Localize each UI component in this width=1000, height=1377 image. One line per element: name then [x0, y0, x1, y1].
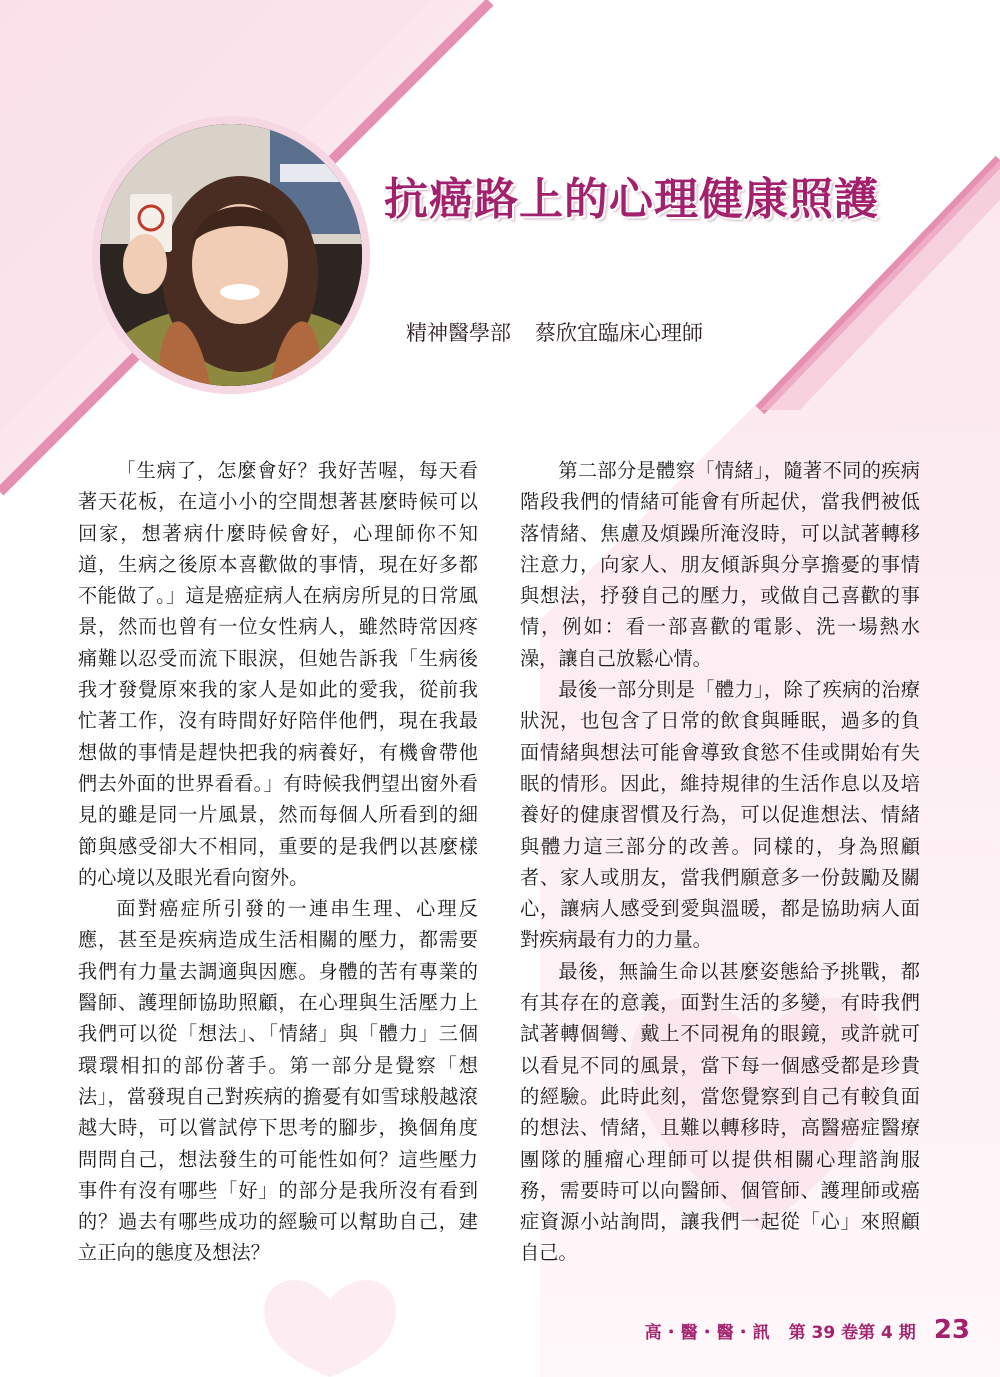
portrait-photo-icon [100, 124, 362, 386]
article-paragraph: 第二部分是體察「情緒」，隨著不同的疾病階段我們的情緒可能會有所起伏，當我們被低落情緒、焦慮及煩躁所淹沒時，可以試著轉移注意力，向家人、朋友傾訴與分享擔憂的事情與想法，抒發自己的壓力，或做自己喜歡的事情，例如：看一部喜歡的電影、洗一場熱水澡，讓自己放鬆心情。 [520, 459, 920, 670]
article-paragraph: 最後，無論生命以甚麼姿態給予挑戰，都有其存在的意義，面對生活的多變，有時我們試著轉個彎、戴上不同視角的眼鏡，或許就可以看見不同的風景，當下每一個感受都是珍貴的經驗。此時此刻，當您覺察到自己有較負面的想法、情緒，且難以轉移時，高醫癌症醫療團隊的腫瘤心理師可以提供相關心理諮詢服務，需要時可以向醫師、個管師、護理師或癌症資源小站詢問，讓我們一起從「心」來照顧自己。 [520, 959, 920, 1265]
article-paragraph: 最後一部分則是「體力」，除了疾病的治療狀況，也包含了日常的飲食與睡眠，過多的負面情緒與想法可能會導致食慾不佳或開始有失眠的情形。因此，維持規律的生活作息以及培養好的健康習慣及行為，可以促進想法、情緒與體力這三部分的改善。同樣的，身為照顧者、家人或朋友，當我們願意多一份鼓勵及關心，讓病人感受到愛與溫暖，都是協助病人面對疾病最有力的力量。 [520, 678, 920, 952]
article-paragraph: 面對癌症所引發的一連串生理、心理反應，甚至是疾病造成生活相關的壓力，都需要我們有力量去調適與因應。身體的苦有專業的醫師、護理師協助照顧，在心理與生活壓力上我們可以從「想法」、「情緒」與「體力」三個環環相扣的部份著手。第一部分是覺察「想法」，當發現自己對疾病的擔憂有如雪球般越滾越大時，可以嘗試停下思考的腳步，換個角度問問自己，想法發生的可能性如何？這些壓力事件有沒有哪些「好」的部分是我所沒有看到的？過去有哪些成功的經驗可以幫助自己，建立正向的態度及想法？ [78, 897, 478, 1265]
author-department: 精神醫學部 [406, 321, 511, 345]
article-column-right [520, 455, 920, 1269]
author-byline [406, 316, 806, 350]
article-title: 抗癌路上的心理健康照護 [384, 174, 879, 225]
article-column-left [78, 455, 478, 1269]
author-portrait [100, 124, 362, 386]
journal-name: 高・醫・醫・訊 [644, 1322, 771, 1343]
page-number: 23 [933, 1315, 970, 1345]
author-name: 蔡欣宜臨床心理師 [535, 321, 703, 345]
page-footer [630, 1310, 970, 1350]
article-paragraph: 「生病了，怎麼會好？我好苦喔，每天看著天花板，在這小小的空間想著甚麼時候可以回家，想著病什麼時候會好，心理師你不知道，生病之後原本喜歡做的事情，現在好多都不能做了。」這是癌症病人在病房所見的日常風景，然而也曾有一位女性病人，雖然時常因疼痛難以忍受而流下眼淚，但她告訴我「生病後我才發覺原來我的家人是如此的愛我，從前我忙著工作，沒有時間好好陪伴他們，現在我最想做的事情是趕快把我的病養好，有機會帶他們去外面的世界看看。」有時候我們望出窗外看見的雖是同一片風景，然而每個人所看到的細節與感受卻大不相同，重要的是我們以甚麼樣的心境以及眼光看向窗外。 [78, 459, 478, 889]
issue-label: 第 39 卷第 4 期 [788, 1322, 916, 1343]
